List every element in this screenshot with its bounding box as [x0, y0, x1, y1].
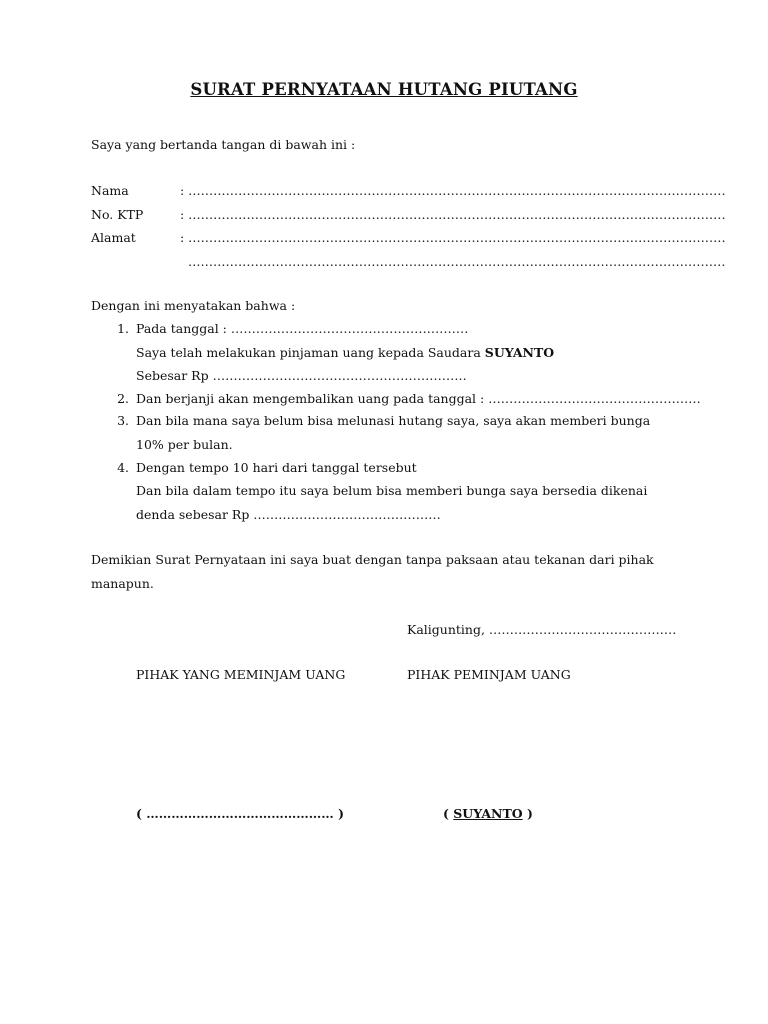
list-item-number: 4. [117, 460, 129, 475]
signature-right-close: ) [522, 806, 533, 821]
document-title: SURAT PERNYATAAN HUTANG PIUTANG [190, 80, 578, 99]
field-value-alamat: : ………………………………………………………………………………………………………………… [180, 230, 726, 245]
field-label-alamat: Alamat [91, 230, 136, 245]
list-item-number: 3. [117, 413, 129, 428]
list-item-text: Pada tanggal : ………………………………………………… [136, 321, 469, 336]
closing-paragraph: Demikian Surat Pernyataan ini saya buat dengan tanpa paksaan atau tekanan dari pihak [91, 552, 654, 567]
place-date: Kaligunting, ……………………………………… [407, 622, 677, 637]
field-value-nama: : ………………………………………………………………………………………………………………… [180, 183, 726, 198]
field-value-ktp: : ………………………………………………………………………………………………………………… [180, 207, 726, 222]
lender-name: SUYANTO [484, 345, 555, 360]
signature-right-name: SUYANTO [453, 806, 523, 821]
signature-left: ( ……………………………………… ) [136, 806, 345, 821]
list-item-text [136, 345, 554, 361]
loan-statement-text: Saya telah melakukan pinjaman uang kepada Saudara [136, 345, 485, 360]
list-item-text: Dan bila mana saya belum bisa melunasi hutang saya, saya akan memberi bunga [136, 413, 651, 428]
intro-text: Saya yang bertanda tangan di bawah ini : [91, 137, 356, 152]
list-item-text: 10% per bulan. [136, 437, 233, 452]
closing-paragraph-line2: manapun. [91, 576, 154, 591]
list-item-text: Dengan tempo 10 hari dari tanggal tersebut [136, 460, 417, 475]
statement-intro: Dengan ini menyatakan bahwa : [91, 298, 296, 313]
list-item-text: Dan bila dalam tempo itu saya belum bisa memberi bunga saya bersedia dikenai [136, 483, 648, 498]
signature-right [443, 806, 533, 822]
list-item-text: denda sebesar Rp ……………………………………… [136, 507, 441, 522]
list-item-text: Dan berjanji akan mengembalikan uang pada tanggal : …………………………………………… [136, 391, 701, 406]
signature-right-open: ( [443, 806, 454, 821]
field-label-ktp: No. KTP [91, 207, 144, 222]
list-item-number: 1. [117, 321, 129, 336]
party-left-label: PIHAK YANG MEMINJAM UANG [136, 667, 346, 682]
list-item-text: Sebesar Rp ……………………………………………………. [136, 368, 467, 383]
field-value-alamat-line2: ………………………………………………………………………………………………………………… [188, 254, 726, 269]
party-right-label: PIHAK PEMINJAM UANG [407, 667, 571, 682]
field-label-nama: Nama [91, 183, 129, 198]
list-item-number: 2. [117, 391, 129, 406]
